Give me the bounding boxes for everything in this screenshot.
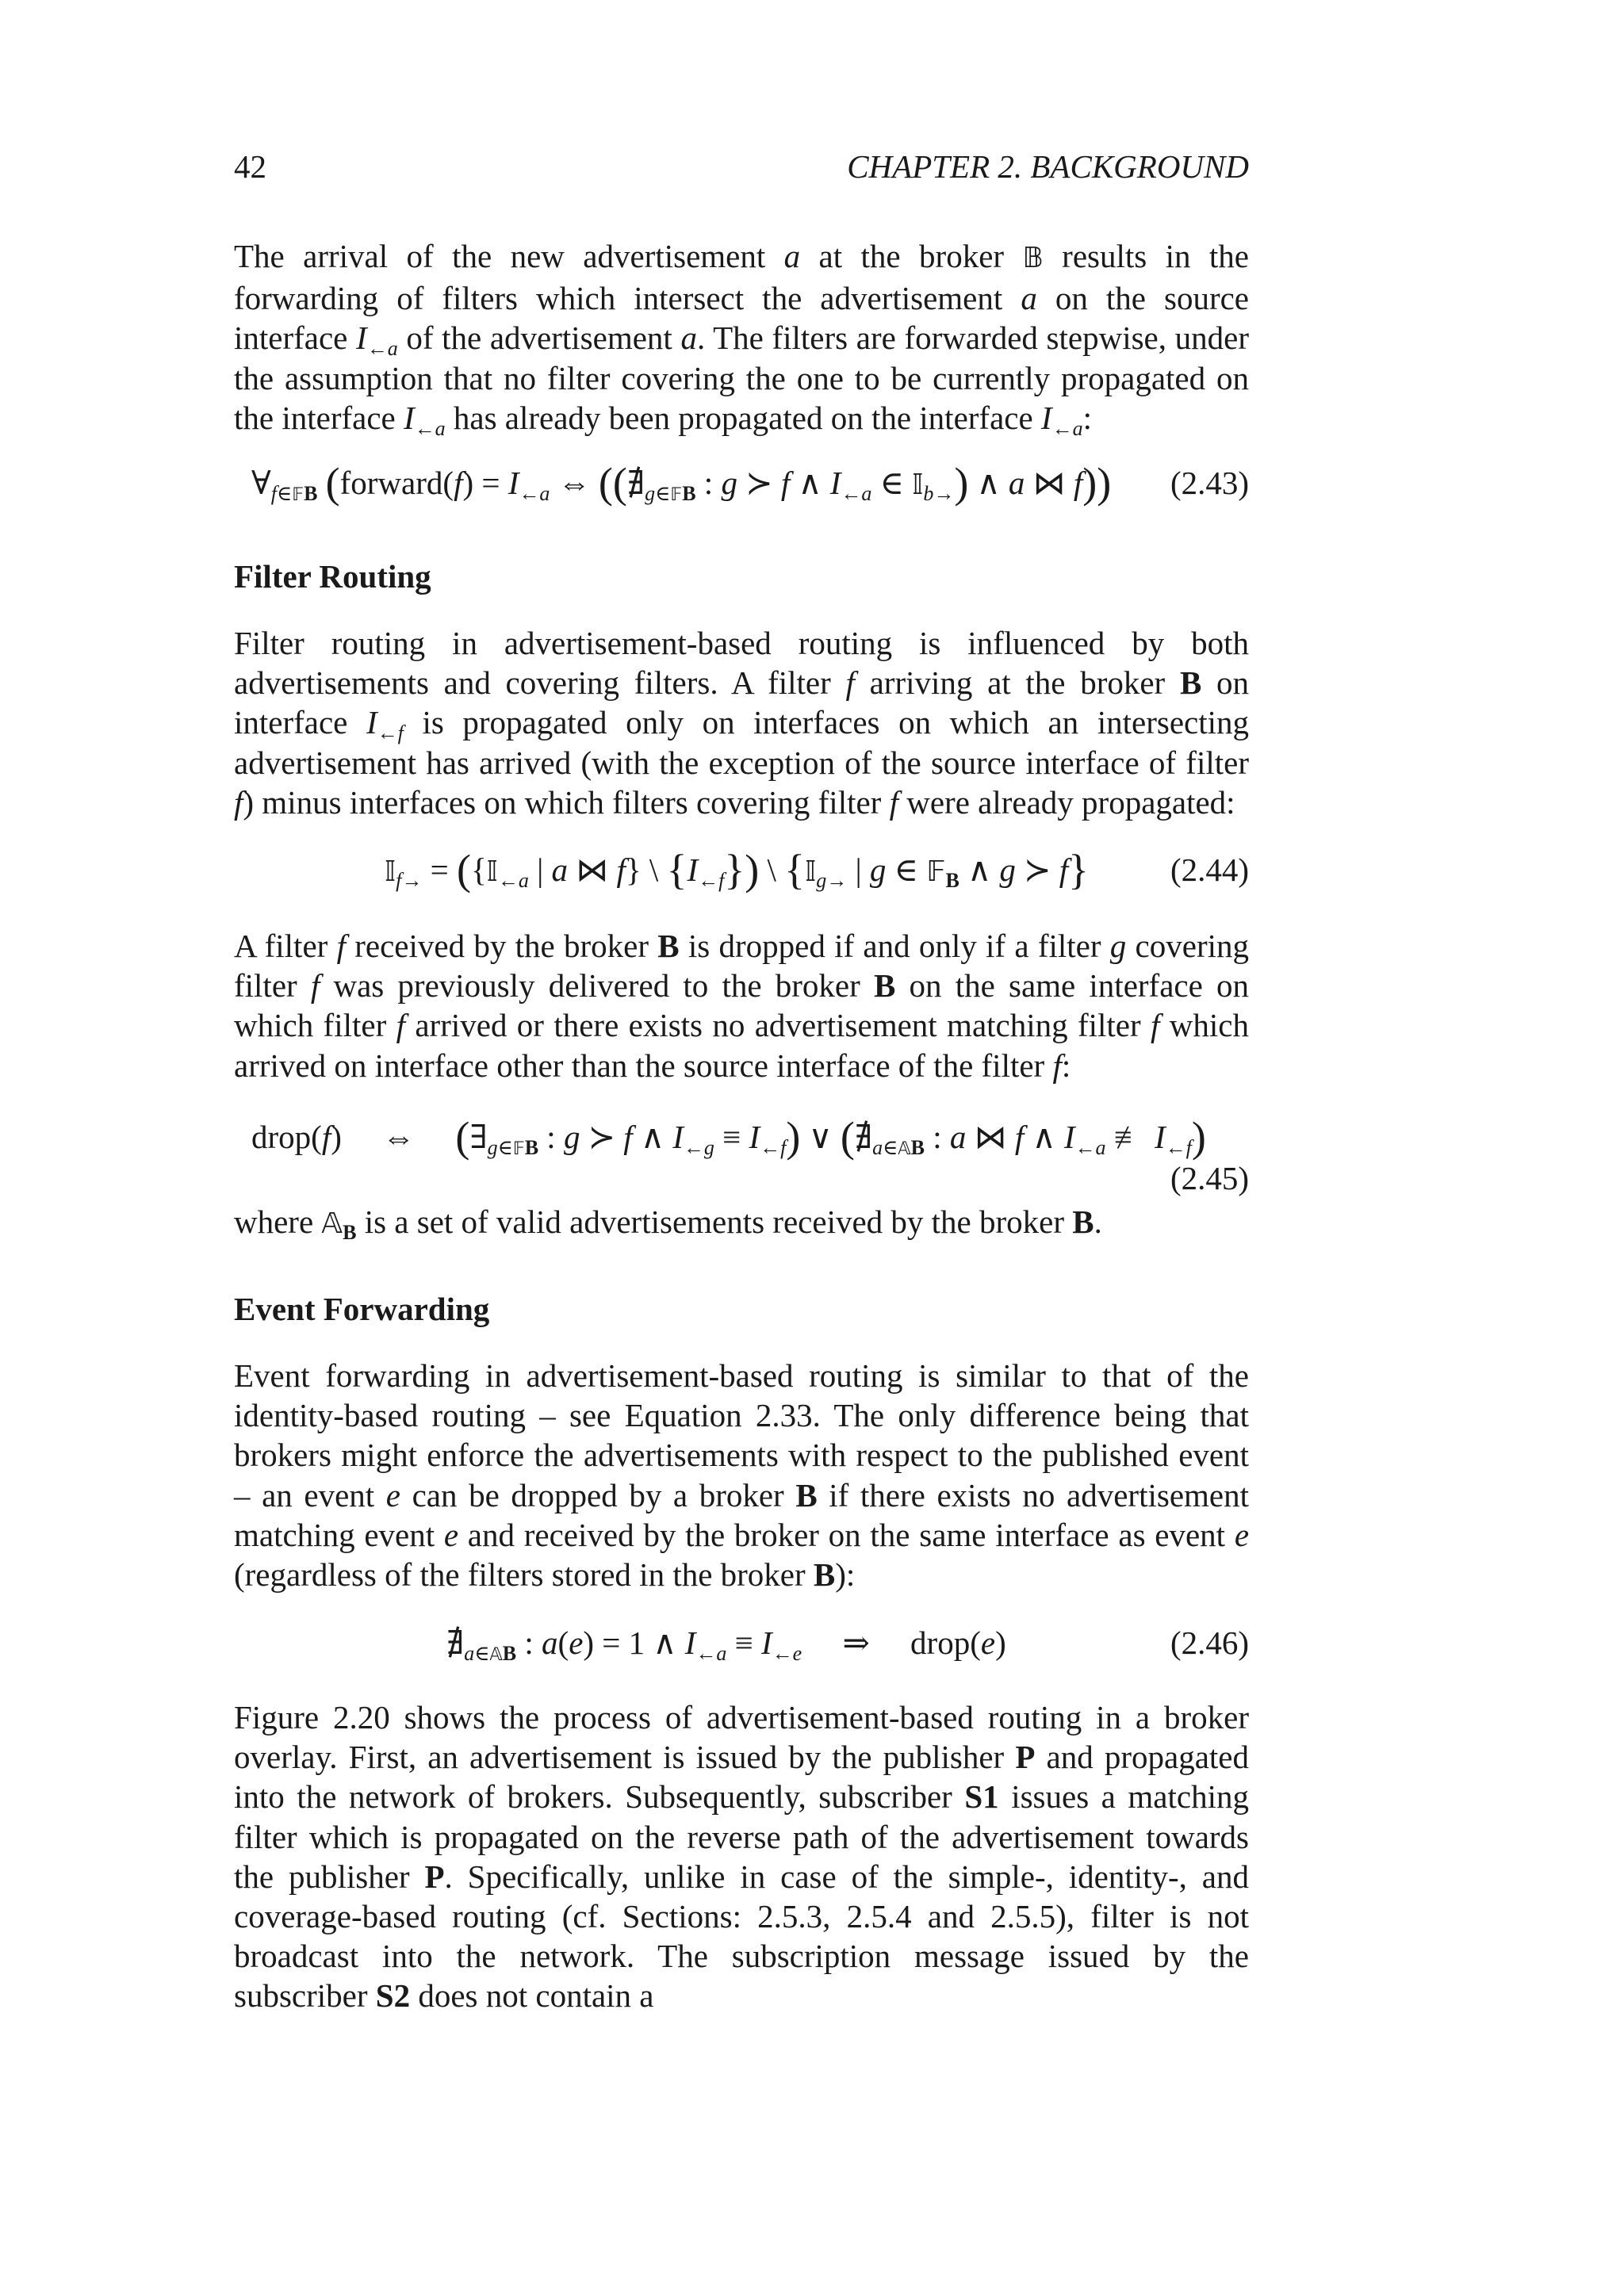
- paragraph-filter-drop: A filter f received by the broker B is dropped if and only if a filter g covering filter f was previously delivered to the broker B on the same interface on which filter f arrived or there exists no advertisement matching filter f which arrived on interface other than the source interface of the filter f:: [234, 928, 1249, 1084]
- paragraph-figure-description: Figure 2.20 shows the process of advertisement-based routing in a broker overlay. First, an advertisement is issued by the publisher P and propagated into the network of brokers. Subsequently, subscriber S1 issues a matching filter which is propagated on the reverse path of the advertisement towards the publisher P. Specifically, unlike in case of the simple-, identity-, and coverage-based routing (cf. Sections: 2.5.3, 2.5.4 and 2.5.5), filter is not broadcast into the network. The subscription message issued by the subscriber S2 does not contain a: [234, 1699, 1250, 2015]
- equation-number: (2.45): [1170, 1160, 1249, 1196]
- page-header: [234, 147, 1249, 187]
- paragraph-advertisement-arrival: The arrival of the new advertisement a at the broker 𝔹 results in the forwarding of filters which intersect the advertisement a on the source interface $I_{\leftarrow a}$ of the advertisement a. The filters are forwarded stepwise, under the assumption that no filter covering the one to be currently propagated on the interface $I_{\leftarrow a}$ has already been propagated on the interface $I_{\leftarrow a}$:: [234, 238, 1250, 440]
- equation-number: (2.43): [1170, 465, 1249, 501]
- paragraph-filter-routing: Filter routing in advertisement-based routing is influenced by both advertisements and covering filters. A filter f arriving at the broker B on interface $I_{\leftarrow f}$ is propagated only on interfaces on which an intersecting advertisement has arrived (with the exception of the source interface of filter f) minus interfaces on which filters covering filter f were already propagated:: [234, 625, 1250, 821]
- equation-2-45-body: drop(f) ⇔ ($\exists_{g\in 𝔽B}$ : g ≻ f ∧ $I_{\leftarrow g} \equiv I_{\leftarrow f}$) ∨ ($∄_{a\in 𝔸B}$ : a ⋈ f ∧ $I_{\leftarrow a}$ ≢ $I_{\leftarrow f}$): [251, 1113, 1206, 1161]
- chapter-title: CHAPTER 2. BACKGROUND: [847, 148, 1249, 185]
- equation-2-45: [234, 1113, 1249, 1196]
- equation-2-43: [234, 459, 1249, 511]
- paragraph-valid-advertisements: where 𝔸$_B$ is a set of valid advertisements received by the broker B.: [234, 1203, 1102, 1244]
- heading-filter-routing: Filter Routing: [234, 558, 431, 595]
- equation-number: (2.46): [1170, 1624, 1249, 1661]
- heading-event-forwarding: Event Forwarding: [234, 1291, 490, 1327]
- equation-number: (2.44): [1170, 851, 1249, 888]
- equation-2-44: [234, 846, 1249, 898]
- paragraph-event-forwarding: Event forwarding in advertisement-based routing is similar to that of the identity-based routing – see Equation 2.33. The only difference being that brokers might enforce the advertisements with respect to the published event – an event e can be dropped by a broker B if there exists no advertisement matching event e and received by the broker on the same interface as event e (regardless of the filters stored in the broker B):: [234, 1357, 1250, 1594]
- equation-2-46-body: $∄_{a\in 𝔸B}$ : a(e) = 1 ∧ $I_{\leftarrow a} \equiv I_{\leftarrow e}$ ⇒ drop(e): [446, 1624, 1006, 1665]
- equation-2-44-body: 𝕀$_{f\to}$ = ({𝕀$_{\leftarrow a}$ | a ⋈ f} \ $\{I_{\leftarrow f}\}$) \ {𝕀$_{g\to}$ | g ∈ 𝔽$_B$ ∧ g ≻ f}: [385, 846, 1090, 894]
- equation-2-46: [234, 1624, 1249, 1671]
- page-number: 42: [234, 148, 266, 185]
- equation-2-43-body: $\forall_{f\in 𝔽B}$ (forward(f) = $I_{\leftarrow a}$ ⇔ (($∄_{g\in 𝔽B}$ : g ≻ f ∧ $I_{\leftarrow a}$ ∈ 𝕀$_{b\to}$) ∧ a ⋈ f)): [251, 459, 1112, 507]
